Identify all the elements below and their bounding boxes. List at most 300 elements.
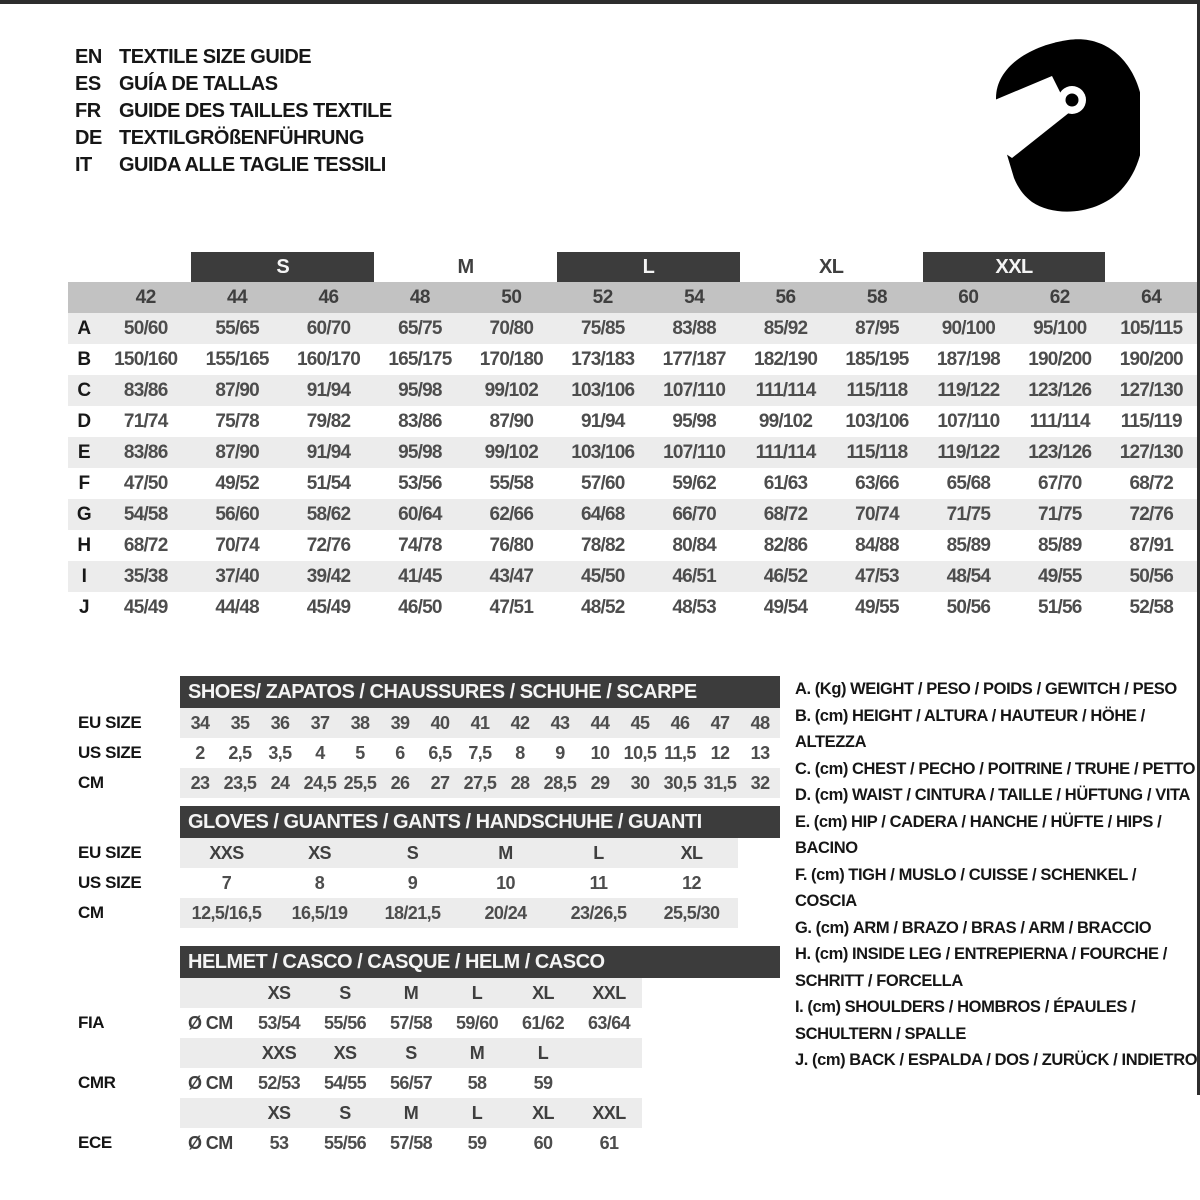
- legend-text: CHEST / PECHO / POITRINE / TRUHE / PETTO: [851, 759, 1196, 778]
- legend-text: TIGH / MUSLO / CUISSE / SCHENKEL / COSCIA: [795, 865, 1137, 910]
- legend-item: [795, 756, 1200, 783]
- helmet-size-value: 53/54: [257, 1012, 301, 1033]
- measurement-row: [68, 592, 1197, 623]
- helmet-size-value: 55/56: [323, 1132, 367, 1153]
- measurement-value: 165/175: [388, 348, 452, 370]
- numeric-size-header: 42: [135, 286, 156, 308]
- shoes-us-value: 13: [750, 742, 770, 763]
- measurement-value: 82/86: [763, 534, 808, 556]
- shoes-us-value: 7,5: [468, 742, 492, 763]
- shoes-eu-value: 45: [630, 712, 650, 733]
- helmet-size-label: XXS: [261, 1042, 297, 1063]
- shoes-eu-value: 34: [190, 712, 210, 733]
- gloves-eu-value: M: [498, 842, 513, 863]
- measurement-value: 91/94: [580, 410, 625, 432]
- gloves-us-value: 8: [314, 872, 325, 893]
- shoes-cm-value: 30: [630, 772, 650, 793]
- legend-unit: (cm): [815, 918, 849, 937]
- helmet-size-value: 53: [269, 1132, 289, 1153]
- language-code: DE: [75, 127, 102, 149]
- measurement-value: 47/50: [123, 472, 168, 494]
- measurement-row: [68, 406, 1197, 437]
- measurement-value: 99/102: [484, 379, 538, 401]
- numeric-size-header: 48: [409, 286, 430, 308]
- measurement-value: 103/106: [845, 410, 909, 432]
- measurement-row: [68, 313, 1197, 344]
- helmet-size-label: M: [469, 1042, 485, 1063]
- legend-unit: (cm): [814, 759, 848, 778]
- helmet-size-value: 59/60: [455, 1012, 499, 1033]
- language-code: FR: [75, 100, 101, 122]
- measurement-value: 62/66: [489, 503, 534, 525]
- shoes-cm-value: 29: [590, 772, 610, 793]
- measurement-value: 155/165: [205, 348, 269, 370]
- helmet-size-label: XS: [267, 982, 291, 1003]
- measurement-value: 150/160: [114, 348, 178, 370]
- shoes-cm-value: 23,5: [223, 772, 257, 793]
- measurement-value: 185/195: [845, 348, 909, 370]
- gloves-eu-value: XL: [680, 842, 703, 863]
- shoes-eu-value: 39: [390, 712, 410, 733]
- language-row: [75, 71, 392, 98]
- size-band-label: XXL: [995, 255, 1033, 278]
- measurement-value: 51/56: [1037, 596, 1082, 618]
- size-band-s: [191, 252, 374, 282]
- measurement-value: 115/118: [846, 441, 908, 463]
- legend-key: H.: [795, 945, 811, 963]
- measurement-value: 58/62: [306, 503, 351, 525]
- measurement-value: 45/50: [580, 565, 625, 587]
- measurement-value: 60/64: [398, 503, 442, 525]
- measurement-value: 190/200: [1028, 348, 1092, 370]
- measurement-letter: H: [77, 534, 91, 556]
- gloves-us-value: 7: [221, 872, 232, 893]
- shoes-size-table: [180, 676, 780, 798]
- measurement-value: 74/78: [398, 534, 442, 556]
- helmet-size-value: 60: [533, 1132, 553, 1153]
- helmet-size-label: M: [403, 982, 419, 1003]
- legend-unit: (cm): [814, 706, 848, 725]
- measurement-value: 107/110: [663, 379, 726, 401]
- measurement-value: 39/42: [306, 565, 351, 587]
- helmet-diameter-unit: Ø CM: [188, 1012, 233, 1033]
- measurement-value: 71/75: [1037, 503, 1082, 525]
- gloves-cm-value: 20/24: [484, 902, 527, 923]
- language-code: ES: [75, 73, 101, 95]
- measurement-value: 37/40: [215, 565, 259, 587]
- measurement-row: [68, 499, 1197, 530]
- legend-item: [795, 941, 1200, 994]
- shoes-us-row: [180, 738, 780, 768]
- legend-text: HEIGHT / ALTURA / HAUTEUR / HÖHE / ALTEZZA: [795, 706, 1145, 751]
- gloves-eu-value: XS: [308, 842, 331, 863]
- shoes-eu-value: 46: [670, 712, 690, 733]
- language-title-list: [75, 44, 392, 179]
- helmet-size-value: 59: [467, 1132, 487, 1153]
- measurement-letter: E: [77, 441, 91, 463]
- size-band-label: L: [642, 255, 655, 278]
- legend-text: ARM / BRAZO / BRAS / ARM / BRACCIO: [852, 918, 1152, 937]
- measurement-value: 87/91: [1129, 534, 1173, 556]
- gloves-size-block: [60, 806, 800, 928]
- helmet-sizes-row: [180, 1098, 780, 1128]
- textile-size-table: [68, 252, 1197, 623]
- shoes-us-value: 2,5: [228, 742, 252, 763]
- helmet-size-label: L: [471, 1102, 483, 1123]
- numeric-size-header-row: [68, 282, 1197, 313]
- helmet-size-label: S: [339, 1102, 351, 1123]
- measurement-value: 84/88: [855, 534, 899, 556]
- measurement-value: 85/89: [946, 534, 991, 556]
- measurement-value: 46/50: [398, 596, 442, 618]
- gloves-us-value: 9: [407, 872, 418, 893]
- band-row-spacer-42: [100, 252, 191, 282]
- measurement-letter: B: [77, 348, 91, 370]
- measurement-value: 91/94: [306, 441, 351, 463]
- numeric-size-header: 50: [501, 286, 522, 308]
- legend-unit: (Kg): [814, 680, 847, 698]
- measurement-legend: [795, 676, 1200, 1074]
- numeric-size-header: 60: [958, 286, 979, 308]
- legend-unit: (cm): [814, 786, 848, 804]
- measurement-value: 119/122: [937, 441, 1000, 463]
- legend-key: C.: [795, 759, 811, 778]
- shoes-us-value: 6,5: [428, 742, 452, 763]
- numeric-size-header: 54: [684, 286, 705, 308]
- measurement-value: 51/54: [306, 472, 351, 494]
- shoes-cm-value: 31,5: [703, 772, 737, 793]
- shoes-us-value: 8: [515, 742, 525, 763]
- helmet-standard-section: [180, 978, 780, 1038]
- shoes-cm-value: 28: [510, 772, 530, 793]
- measurement-value: 83/86: [123, 379, 168, 401]
- legend-unit: (cm): [811, 865, 845, 884]
- numeric-size-header: 64: [1141, 286, 1162, 308]
- legend-item: [795, 994, 1200, 1047]
- legend-unit: (cm): [814, 945, 848, 963]
- helmet-size-label: XL: [532, 982, 554, 1003]
- band-row-spacer-64: [1105, 252, 1197, 282]
- shoes-title-bar: SHOES/ ZAPATOS / CHAUSSURES / SCHUHE / SCARPE: [180, 676, 780, 708]
- measurement-row: [68, 561, 1197, 592]
- helmet-size-value: 56/57: [389, 1072, 433, 1093]
- shoes-us-value: 2: [195, 742, 205, 763]
- legend-item: [795, 676, 1200, 703]
- measurement-value: 87/90: [215, 441, 259, 463]
- gloves-cm-value: 12,5/16,5: [191, 902, 262, 923]
- gloves-eu-value: L: [593, 842, 604, 863]
- measurement-value: 60/70: [306, 317, 351, 339]
- measurement-value: 105/115: [1120, 317, 1183, 339]
- size-band-xl: [740, 252, 923, 282]
- size-band-xxl: [923, 252, 1106, 282]
- helmet-sizes-row-spacer: [180, 978, 246, 1008]
- size-band-m: [374, 252, 557, 282]
- legend-text: WEIGHT / PESO / POIDS / GEWITCH / PESO: [850, 680, 1177, 698]
- shoes-cm-label: CM: [78, 773, 104, 792]
- legend-text: BACK / ESPALDA / DOS / ZURÜCK / INDIETRO: [849, 1051, 1198, 1069]
- shoes-cm-value: 25,5: [343, 772, 377, 793]
- measurement-value: 53/56: [398, 472, 442, 494]
- measurement-value: 54/58: [123, 503, 168, 525]
- language-row: [75, 98, 392, 125]
- measurement-letter: J: [78, 596, 90, 618]
- helmet-ece-label: ECE: [78, 1133, 112, 1152]
- measurement-value: 65/75: [398, 317, 442, 339]
- numeric-size-header: 52: [592, 286, 613, 308]
- helmet-diameter-unit: Ø CM: [188, 1072, 233, 1093]
- shoes-us-size-label: US SIZE: [78, 743, 142, 762]
- size-band-row: [68, 252, 1197, 282]
- gloves-cm-value: 18/21,5: [384, 902, 441, 923]
- helmet-sizes-row: [180, 1038, 780, 1068]
- measurement-value: 48/54: [946, 565, 991, 587]
- helmet-sizes-row-spacer: [180, 1098, 246, 1128]
- legend-key: G.: [795, 918, 812, 937]
- measurement-value: 41/45: [398, 565, 442, 587]
- gloves-cm-value: 16,5/19: [291, 902, 348, 923]
- measurement-value: 160/170: [296, 348, 361, 370]
- measurement-value: 83/86: [398, 410, 442, 432]
- measurement-letter: G: [76, 503, 92, 525]
- helmet-size-value: 57/58: [389, 1132, 433, 1153]
- measurement-value: 79/82: [306, 410, 351, 432]
- helmet-size-value: 59: [533, 1072, 553, 1093]
- helmet-size-value: [576, 1068, 642, 1098]
- shoes-cm-value: 28,5: [543, 772, 577, 793]
- measurement-value: 95/98: [672, 410, 716, 432]
- shoes-eu-size-label: EU SIZE: [78, 713, 142, 732]
- measurement-value: 83/86: [123, 441, 168, 463]
- measurement-row: [68, 468, 1197, 499]
- numeric-size-header: 46: [318, 286, 339, 308]
- measurement-value: 99/102: [758, 410, 813, 432]
- measurement-value: 72/76: [1129, 503, 1173, 525]
- measurement-value: 83/88: [672, 317, 716, 339]
- measurement-value: 99/102: [484, 441, 538, 463]
- measurement-value: 46/52: [763, 565, 808, 587]
- measurement-value: 49/55: [1037, 565, 1082, 587]
- measurement-value: 72/76: [306, 534, 351, 556]
- measurement-value: 55/58: [489, 472, 534, 494]
- measurement-value: 43/47: [489, 565, 534, 587]
- shoes-cm-value: 23: [190, 772, 210, 793]
- helmet-size-label: S: [405, 1042, 417, 1063]
- gloves-title-bar: GLOVES / GUANTES / GANTS / HANDSCHUHE / GUANTI: [180, 806, 780, 838]
- measurement-value: 78/82: [580, 534, 625, 556]
- shoes-us-value: 6: [395, 742, 405, 763]
- gloves-cm-row: [180, 898, 780, 928]
- measurement-value: 47/51: [489, 596, 534, 618]
- legend-key: E.: [795, 812, 810, 831]
- numeric-size-header: 44: [227, 286, 248, 308]
- measurement-value: 71/75: [946, 503, 991, 525]
- helmet-title-bar: HELMET / CASCO / CASQUE / HELM / CASCO: [180, 946, 780, 978]
- measurement-value: 111/114: [755, 379, 816, 401]
- size-band-label: S: [276, 255, 290, 278]
- measurement-value: 103/106: [571, 441, 635, 463]
- numeric-size-header: 56: [775, 286, 796, 308]
- shoes-eu-value: 35: [230, 712, 250, 733]
- measurement-value: 119/122: [937, 379, 1000, 401]
- language-guide-title: GUÍA DE TALLAS: [119, 73, 278, 95]
- helmet-size-label: S: [339, 982, 351, 1003]
- language-row: [75, 44, 392, 71]
- gloves-size-table: [180, 806, 780, 928]
- legend-text: SHOULDERS / HOMBROS / ÉPAULES / SCHULTERN / SPALLE: [795, 998, 1136, 1043]
- shoes-us-value: 12: [710, 742, 730, 763]
- measurement-value: 70/74: [215, 534, 259, 556]
- helmet-size-value: 61: [599, 1132, 619, 1153]
- shoes-us-value: 5: [355, 742, 365, 763]
- measurement-value: 44/48: [215, 596, 259, 618]
- shoes-cm-value: 32: [750, 772, 770, 793]
- measurement-value: 85/89: [1037, 534, 1082, 556]
- legend-item: [795, 703, 1200, 756]
- helmet-sizes-row-spacer: [180, 1038, 246, 1068]
- shoes-cm-value: 27,5: [463, 772, 497, 793]
- measurement-value: 103/106: [571, 379, 635, 401]
- shoes-cm-value: 27: [430, 772, 450, 793]
- measurement-value: 70/80: [489, 317, 534, 339]
- helmet-values-row: [180, 1128, 780, 1158]
- measurement-value: 80/84: [672, 534, 716, 556]
- helmet-size-label: L: [471, 982, 483, 1003]
- measurement-value: 49/54: [763, 596, 808, 618]
- measurement-value: 71/74: [123, 410, 168, 432]
- shoes-eu-value: 44: [590, 712, 610, 733]
- language-guide-title: TEXTILE SIZE GUIDE: [119, 46, 312, 68]
- legend-item: [795, 862, 1200, 915]
- helmet-size-label: L: [537, 1042, 549, 1063]
- measurement-letter: F: [78, 472, 90, 494]
- numeric-size-header: 58: [866, 286, 888, 308]
- legend-text: WAIST / CINTURA / TAILLE / HÜFTUNG / VITA: [851, 786, 1190, 804]
- shoes-eu-value: 42: [510, 712, 530, 733]
- shoes-size-block: [60, 676, 800, 798]
- numeric-size-header: 62: [1049, 286, 1070, 308]
- legend-text: HIP / CADERA / HANCHE / HÜFTE / HIPS / BACINO: [795, 812, 1162, 857]
- legend-text: INSIDE LEG / ENTREPIERNA / FOURCHE / SCHRITT / FORCELLA: [795, 945, 1167, 990]
- measurement-row: [68, 344, 1197, 375]
- language-code: IT: [75, 154, 92, 176]
- legend-item: [795, 1047, 1200, 1074]
- language-code: EN: [75, 46, 102, 68]
- measurement-value: 45/49: [123, 596, 168, 618]
- measurement-value: 49/55: [855, 596, 899, 618]
- shoes-eu-value: 47: [710, 712, 730, 733]
- measurement-value: 95/98: [398, 441, 442, 463]
- legend-item: [795, 809, 1200, 862]
- gloves-cm-value: 23/26,5: [570, 902, 627, 923]
- measurement-value: 50/60: [123, 317, 168, 339]
- measurement-value: 56/60: [215, 503, 259, 525]
- shoes-cm-value: 24: [270, 772, 290, 793]
- helmet-size-value: 54/55: [323, 1072, 367, 1093]
- gloves-eu-row: [180, 838, 780, 868]
- measurement-value: 123/126: [1028, 441, 1092, 463]
- gloves-cm-label: CM: [78, 903, 104, 922]
- helmet-size-value: 63/64: [587, 1012, 631, 1033]
- shoes-us-value: 3,5: [268, 742, 292, 763]
- gloves-us-size-label: US SIZE: [78, 873, 142, 892]
- measurement-letter: C: [77, 379, 91, 401]
- measurement-value: 187/198: [936, 348, 1000, 370]
- shoes-eu-value: 41: [470, 712, 490, 733]
- measurement-value: 87/90: [215, 379, 259, 401]
- measurement-value: 45/49: [306, 596, 351, 618]
- shoes-us-value: 11,5: [664, 742, 696, 763]
- helmet-size-label: XS: [267, 1102, 291, 1123]
- measurement-value: 76/80: [489, 534, 534, 556]
- measurement-row: [68, 437, 1197, 468]
- measurement-value: 75/85: [580, 317, 625, 339]
- helmet-standard-section: [180, 1038, 780, 1098]
- legend-unit: (cm): [813, 812, 848, 831]
- legend-key: F.: [795, 865, 808, 884]
- measurement-value: 50/56: [946, 596, 991, 618]
- shoes-eu-value: 43: [550, 712, 570, 733]
- legend-item: [795, 915, 1200, 942]
- measurement-row: [68, 375, 1197, 406]
- measurement-value: 111/114: [755, 441, 816, 463]
- accessory-size-section: [60, 672, 800, 1192]
- legend-key: J.: [795, 1051, 808, 1069]
- gloves-eu-value: XXS: [209, 842, 244, 863]
- measurement-value: 49/52: [215, 472, 259, 494]
- helmet-size-value: 61/62: [521, 1012, 565, 1033]
- helmet-cmr-label: CMR: [78, 1073, 116, 1092]
- shoes-us-value: 4: [315, 742, 325, 763]
- measurement-value: 46/51: [672, 565, 716, 587]
- measurement-value: 63/66: [855, 472, 899, 494]
- measurement-value: 190/200: [1119, 348, 1183, 370]
- measurement-value: 115/119: [1120, 410, 1182, 432]
- size-band-label: XL: [818, 255, 844, 278]
- shoes-us-value: 10: [590, 742, 610, 763]
- helmet-values-row: [180, 1068, 780, 1098]
- legend-item: [795, 782, 1200, 809]
- measurement-row: [68, 530, 1197, 561]
- legend-key: A.: [795, 680, 811, 698]
- helmet-size-label: XXL: [592, 1102, 626, 1123]
- helmet-size-label: M: [403, 1102, 419, 1123]
- band-row-letter-spacer: [68, 252, 100, 282]
- measurement-value: 35/38: [123, 565, 168, 587]
- shoes-eu-value: 36: [270, 712, 290, 733]
- measurement-value: 68/72: [123, 534, 168, 556]
- measurement-value: 87/90: [489, 410, 534, 432]
- measurement-letter: I: [81, 565, 87, 587]
- shoes-cm-value: 26: [390, 772, 410, 793]
- language-guide-title: GUIDE DES TAILLES TEXTILE: [119, 100, 392, 122]
- helmet-size-value: 55/56: [323, 1012, 367, 1033]
- shoes-eu-row: [180, 708, 780, 738]
- racing-helmet-icon: [982, 36, 1140, 214]
- measurement-value: 50/56: [1129, 565, 1173, 587]
- helmet-diameter-unit: Ø CM: [188, 1132, 233, 1153]
- language-guide-title: GUIDA ALLE TAGLIE TESSILI: [119, 154, 386, 176]
- measurement-value: 107/110: [937, 410, 1000, 432]
- gloves-us-value: 11: [589, 872, 608, 893]
- gloves-us-value: 10: [496, 872, 515, 893]
- language-row: [75, 125, 392, 152]
- measurement-value: 48/52: [580, 596, 625, 618]
- measurement-value: 115/118: [846, 379, 908, 401]
- measurement-letter: D: [77, 410, 91, 432]
- legend-unit: (cm): [811, 1051, 846, 1069]
- measurement-value: 95/100: [1033, 317, 1087, 339]
